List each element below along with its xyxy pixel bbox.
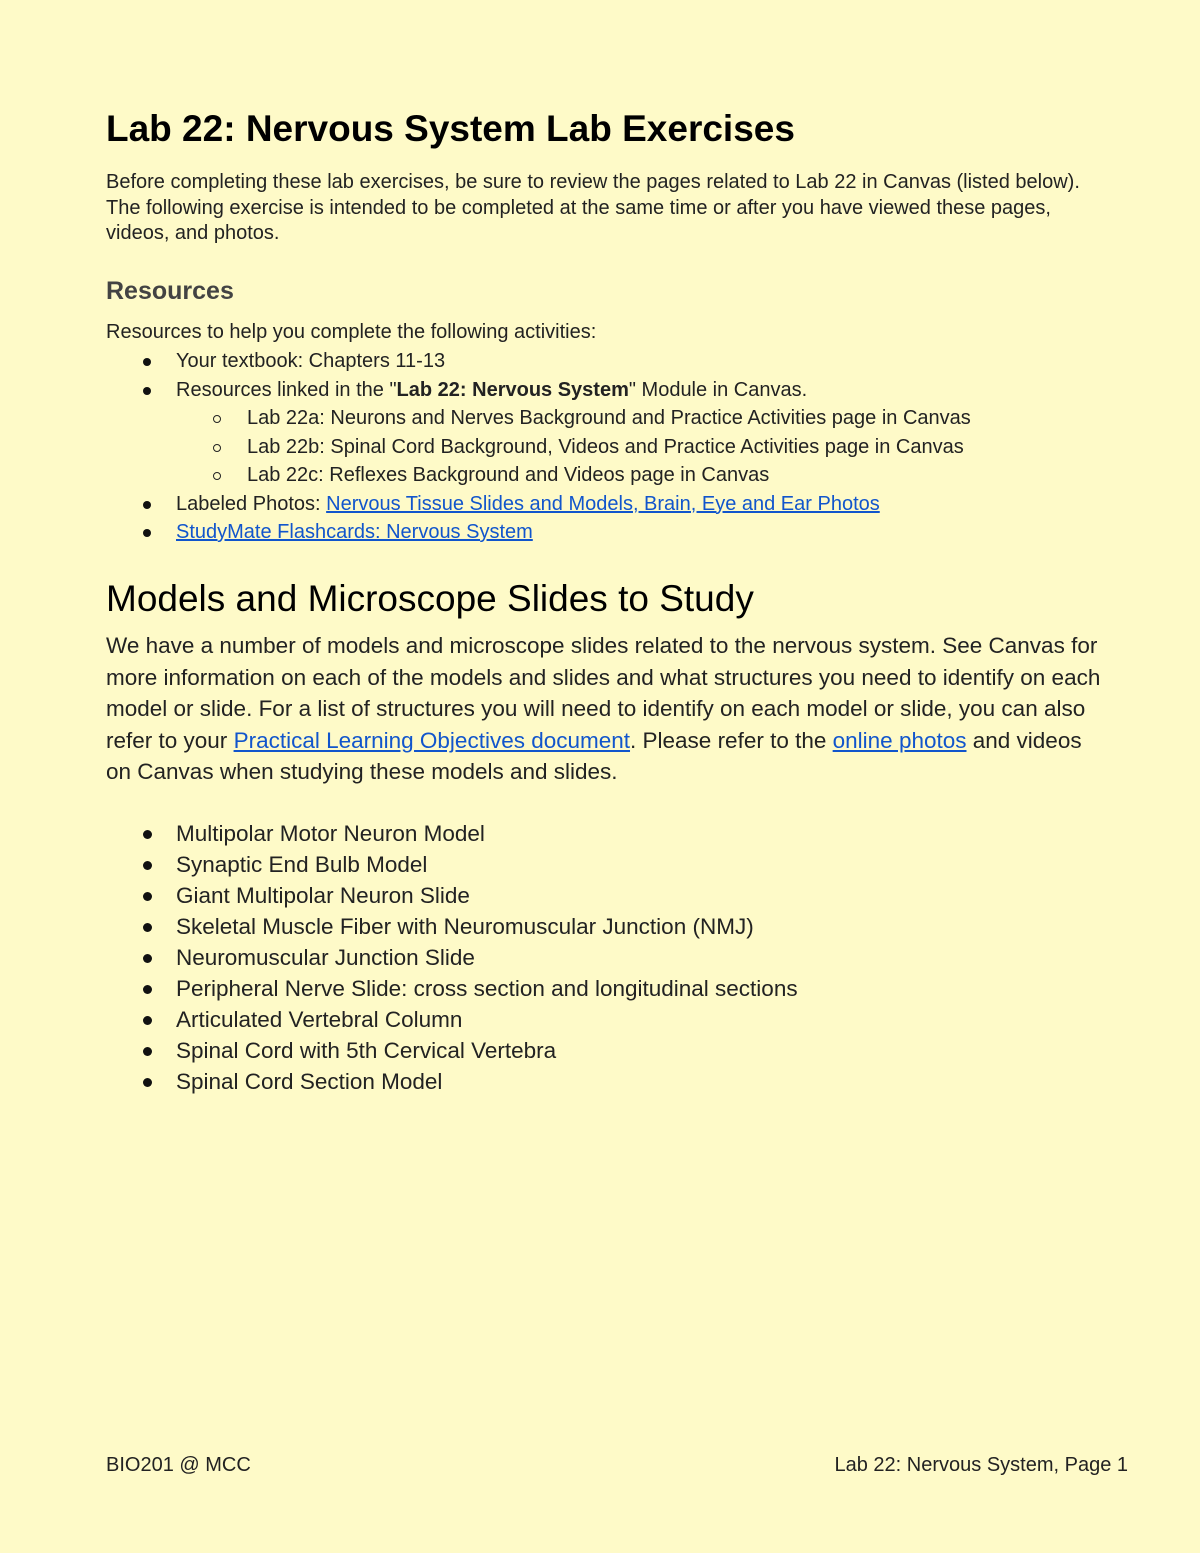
resources-lead: Resources to help you complete the following activities: <box>106 321 597 343</box>
list-item: Your textbook: Chapters 11-13 <box>106 347 971 376</box>
labeled-photos-link[interactable]: Nervous Tissue Slides and Models, Brain, Eye and Ear Photos <box>326 492 880 515</box>
list-item: Neuromuscular Junction Slide <box>106 942 798 973</box>
list-item: Articulated Vertebral Column <box>106 1004 798 1035</box>
list-item: Synaptic End Bulb Model <box>106 849 798 880</box>
resources-heading: Resources <box>106 277 234 305</box>
list-item <box>106 490 971 519</box>
text: . Please refer to the <box>630 727 833 753</box>
text: We have a number of models and microscope slides related to the nervous system. See Canvas for more information on each of the models and slides and what structures you need to identify on each model or slide. For a list of structures you will need to identify on each model or slide, you can also refer to your <box>106 633 1101 753</box>
list-item: Giant Multipolar Neuron Slide <box>106 880 798 911</box>
text: Labeled Photos: <box>176 492 327 515</box>
models-heading: Models and Microscope Slides to Study <box>106 578 754 619</box>
list-item: Skeletal Muscle Fiber with Neuromuscular Junction (NMJ) <box>106 911 798 942</box>
list-item <box>106 518 971 547</box>
page-title: Lab 22: Nervous System Lab Exercises <box>106 108 795 149</box>
intro-paragraph: Before completing these lab exercises, be sure to review the pages related to Lab 22 in Canvas (listed below). The following exercise is intended to be completed at the same time or after you have viewed these pages, videos, and photos. <box>106 171 1080 244</box>
list-item: Spinal Cord with 5th Cervical Vertebra <box>106 1035 798 1066</box>
module-name: Lab 22: Nervous System <box>396 378 629 401</box>
text: " Module in Canvas. <box>628 378 808 401</box>
footer-left: BIO201 @ MCC <box>106 1454 251 1476</box>
online-photos-link[interactable]: online photos <box>832 727 967 753</box>
list-item: Peripheral Nerve Slide: cross section and longitudinal sections <box>106 973 798 1004</box>
sub-list-item: Lab 22c: Reflexes Background and Videos page in Canvas <box>106 461 971 490</box>
footer-right: Lab 22: Nervous System, Page 1 <box>834 1454 1128 1476</box>
text: Resources linked in the " <box>176 378 397 401</box>
resources-list <box>106 347 971 547</box>
models-paragraph <box>106 630 1106 788</box>
list-item: Multipolar Motor Neuron Model <box>106 818 798 849</box>
learning-objectives-link[interactable]: Practical Learning Objectives document <box>233 727 631 753</box>
sub-list-item: Lab 22a: Neurons and Nerves Background and Practice Activities page in Canvas <box>106 404 971 433</box>
list-item: Spinal Cord Section Model <box>106 1066 798 1097</box>
text: and videos on Canvas when studying these models and slides. <box>106 727 1082 784</box>
flashcards-link[interactable]: StudyMate Flashcards: Nervous System <box>176 521 533 543</box>
sub-list-item: Lab 22b: Spinal Cord Background, Videos and Practice Activities page in Canvas <box>106 433 971 462</box>
list-item <box>106 376 971 405</box>
models-list <box>106 818 798 1097</box>
